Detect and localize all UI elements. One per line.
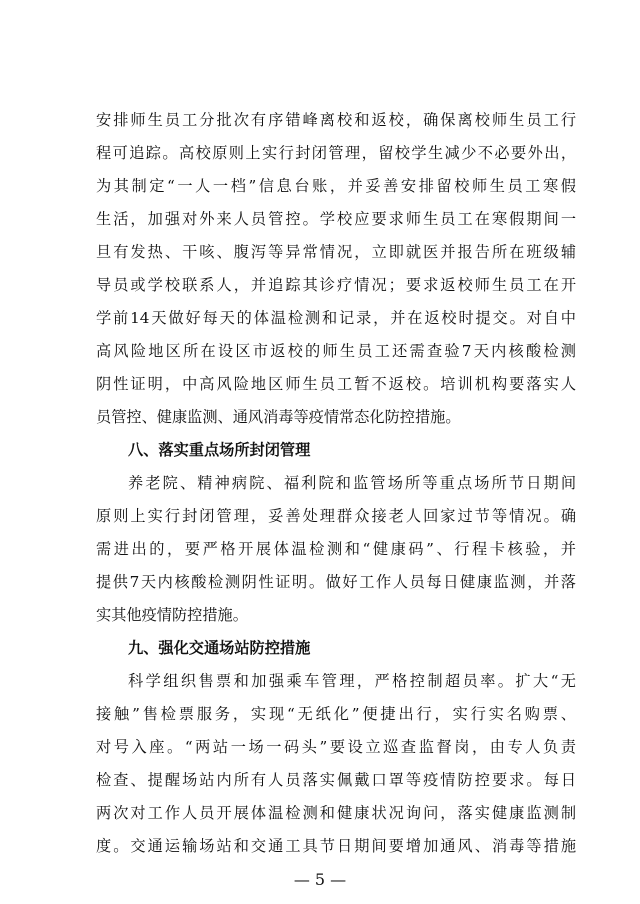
text-line: 员管控、健康监测、通风消毒等疫情常态化防控措施。 bbox=[96, 408, 461, 426]
text-line: 接触”售检票服务，实现“无纸化”便捷出行，实行实名购票、 bbox=[96, 705, 576, 723]
text-line: 为其制定“一人一档”信息台账，并妥善安排留校师生员工寒假 bbox=[96, 177, 576, 195]
text-line: 原则上实行封闭管理，妥善处理群众接老人回家过节等情况。确 bbox=[96, 507, 576, 525]
text-line: 阴性证明，中高风险地区师生员工暂不返校。培训机构要落实人 bbox=[96, 375, 576, 393]
text-line: 两次对工作人员开展体温检测和健康状况询问，落实健康监测制 bbox=[96, 804, 576, 822]
section-heading: 八、落实重点场所封闭管理 bbox=[128, 441, 311, 459]
text-line: 度。交通运输场站和交通工具节日期间要增加通风、消毒等措施 bbox=[96, 837, 576, 855]
text-line: 学前14天做好每天的体温检测和记录，并在返校时提交。对自中 bbox=[96, 309, 576, 327]
page-number: — 5 — bbox=[293, 870, 347, 889]
text-line: 养老院、精神病院、福利院和监管场所等重点场所节日期间 bbox=[128, 474, 576, 492]
text-line: 科学组织售票和加强乘车管理，严格控制超员率。扩大“无 bbox=[128, 672, 576, 690]
text-line: 检查、提醒场站内所有人员落实佩戴口罩等疫情防控要求。每日 bbox=[96, 771, 576, 789]
text-line: 生活，加强对外来人员管控。学校应要求师生员工在寒假期间一 bbox=[96, 210, 576, 228]
section-heading: 九、强化交通场站防控措施 bbox=[128, 639, 311, 657]
text-line: 程可追踪。高校原则上实行封闭管理，留校学生减少不必要外出， bbox=[96, 144, 576, 162]
text-line: 旦有发热、干咳、腹泻等异常情况，立即就医并报告所在班级辅 bbox=[96, 243, 576, 261]
text-line: 提供7天内核酸检测阴性证明。做好工作人员每日健康监测，并落 bbox=[96, 573, 576, 591]
text-line: 高风险地区所在设区市返校的师生员工还需查验7天内核酸检测 bbox=[96, 342, 576, 360]
text-line: 安排师生员工分批次有序错峰离校和返校，确保离校师生员工行 bbox=[96, 111, 576, 129]
text-line: 导员或学校联系人，并追踪其诊疗情况；要求返校师生员工在开 bbox=[96, 276, 576, 294]
text-line: 需进出的，要严格开展体温检测和“健康码”、行程卡核验，并 bbox=[96, 540, 576, 558]
text-line: 对号入座。“两站一场一码头”要设立巡查监督岗，由专人负责 bbox=[96, 738, 576, 756]
text-line: 实其他疫情防控措施。 bbox=[96, 606, 248, 624]
